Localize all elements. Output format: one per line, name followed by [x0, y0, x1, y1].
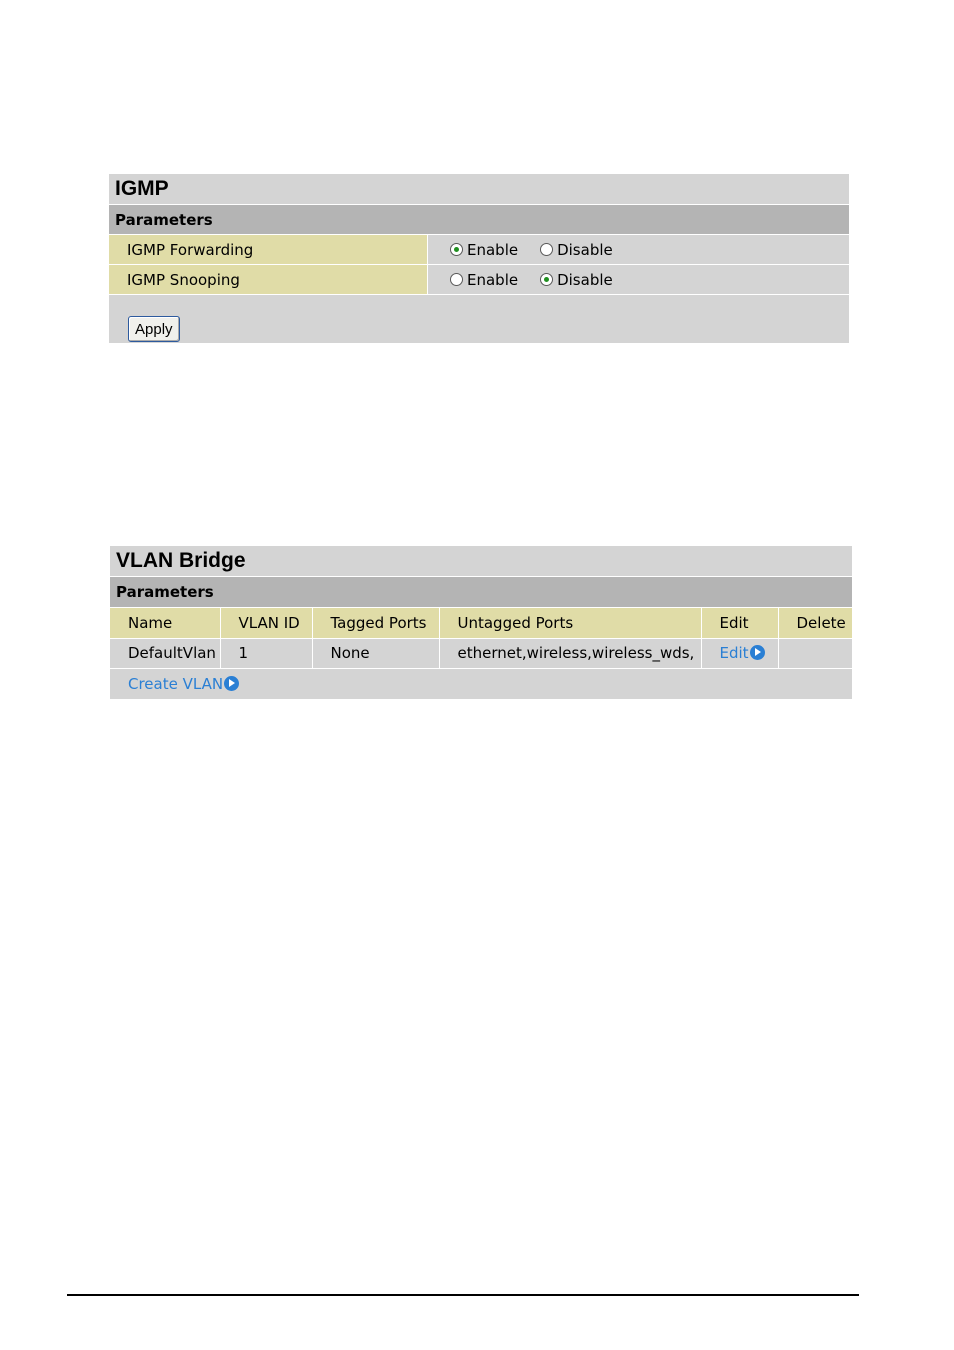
igmp-snooping-disable-radio[interactable] [540, 271, 613, 289]
igmp-snooping-row [109, 265, 849, 295]
create-vlan-label[interactable]: Create VLAN [128, 674, 224, 693]
radio-label: Disable [557, 270, 613, 289]
igmp-forwarding-label: IGMP Forwarding [109, 235, 428, 264]
radio-unselected-icon[interactable] [450, 273, 463, 286]
column-header-name: Name [110, 608, 220, 638]
delete-cell [778, 638, 852, 668]
vlan-id-cell: 1 [220, 638, 312, 668]
column-header-delete: Delete [778, 608, 852, 638]
create-vlan-link[interactable] [128, 675, 239, 693]
radio-label: Enable [467, 270, 519, 289]
edit-link[interactable] [720, 644, 765, 662]
page-footer-divider [67, 1294, 859, 1296]
igmp-snooping-enable-radio[interactable] [450, 271, 518, 289]
arrow-right-circle-icon[interactable] [750, 645, 765, 660]
igmp-parameters-header: Parameters [109, 205, 849, 235]
vlan-table-header-row [110, 608, 852, 638]
radio-selected-icon[interactable] [450, 243, 463, 256]
edit-link-label[interactable]: Edit [719, 644, 749, 662]
column-header-edit: Edit [701, 608, 778, 638]
igmp-snooping-label: IGMP Snooping [109, 265, 428, 294]
igmp-panel [109, 174, 849, 343]
igmp-snooping-options [428, 265, 849, 294]
column-header-vlan-id: VLAN ID [220, 608, 312, 638]
igmp-title: IGMP [109, 174, 849, 205]
column-header-untagged-ports: Untagged Ports [439, 608, 701, 638]
vlan-parameters-header: Parameters [110, 577, 852, 608]
apply-button[interactable]: Apply [128, 316, 180, 342]
table-row [110, 638, 852, 668]
vlan-bridge-title: VLAN Bridge [110, 546, 852, 577]
untagged-ports-cell: ethernet,wireless,wireless_wds, [439, 638, 701, 668]
create-vlan-row [110, 669, 852, 699]
radio-label: Disable [557, 240, 613, 259]
arrow-right-circle-icon[interactable] [224, 676, 239, 691]
radio-selected-icon[interactable] [540, 273, 553, 286]
igmp-forwarding-row [109, 235, 849, 265]
igmp-forwarding-disable-radio[interactable] [540, 241, 613, 259]
radio-label: Enable [467, 240, 519, 259]
igmp-forwarding-enable-radio[interactable] [450, 241, 518, 259]
column-header-tagged-ports: Tagged Ports [312, 608, 439, 638]
vlan-bridge-panel [110, 546, 852, 699]
radio-unselected-icon[interactable] [540, 243, 553, 256]
vlan-name-cell: DefaultVlan [110, 638, 220, 668]
igmp-forwarding-options [428, 235, 849, 264]
edit-cell [701, 638, 778, 668]
tagged-ports-cell: None [312, 638, 439, 668]
igmp-footer [109, 295, 849, 343]
vlan-table [110, 608, 852, 669]
